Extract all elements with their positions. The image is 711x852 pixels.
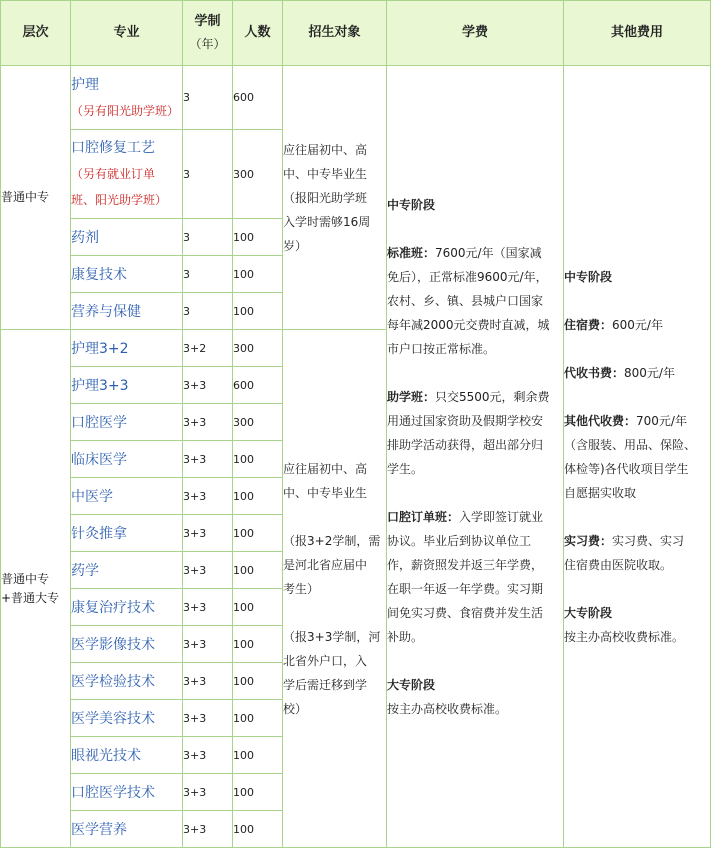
major-cell[interactable]: 针灸推拿 [71,515,183,552]
count-cell: 100 [233,441,283,478]
header-years [183,1,233,66]
count-cell: 100 [233,515,283,552]
fee-aid-label: 助学班： [387,389,436,404]
header-years-line1: 学制 [194,13,221,29]
header-target: 招生对象 [283,1,387,66]
header-fee: 学费 [387,1,564,66]
fee-std-line: 7600元/年（国家减 [435,245,542,260]
books-value: 800元/年 [624,365,675,380]
count-cell: 300 [233,330,283,367]
fee-std-line: 免后），正常标准9600元/年， [387,269,548,284]
major-cell[interactable]: 药学 [71,552,183,589]
target-line: 是河北省应届中 [283,557,368,572]
target-line: 应往届初中、高 [283,142,368,157]
fee-std-line: 每年减2000元交费时直减，城 [387,317,550,332]
target-line: 入学时需够16周 [283,214,371,229]
misc-line: 700元/年 [636,413,687,428]
other-s1-title: 中专阶段 [564,269,613,284]
major-cell[interactable]: 口腔医学技术 [71,774,183,811]
years-cell: 3+3 [183,404,233,441]
fee-order-line: 入学即签订就业 [459,509,544,524]
target-line: 校） [283,701,308,716]
header-count: 人数 [233,1,283,66]
major-cell[interactable]: 药剂 [71,219,183,256]
target-line: （报阳光助学班 [283,190,368,205]
major-cell[interactable]: 康复技术 [71,256,183,293]
years-cell: 3+3 [183,589,233,626]
count-cell: 100 [233,219,283,256]
major-cell[interactable]: 康复治疗技术 [71,589,183,626]
fee-order-label: 口腔订单班： [387,509,460,524]
years-cell: 3 [183,256,233,293]
intern-line: 实习费、实习 [612,533,685,548]
count-cell: 300 [233,130,283,219]
fee-std-line: 农村、乡、镇、县城户口国家 [387,293,544,308]
header-level: 层次 [1,1,71,66]
years-cell: 3+3 [183,552,233,589]
count-cell: 100 [233,552,283,589]
other-fee-cell [564,66,711,848]
count-cell: 100 [233,774,283,811]
intern-line: 住宿费由医院收取。 [564,557,673,572]
count-cell: 100 [233,737,283,774]
intern-label: 实习费： [564,533,613,548]
lodging-label: 住宿费： [564,317,613,332]
years-cell: 3+3 [183,700,233,737]
major-cell[interactable]: 护理3+3 [71,367,183,404]
misc-line: （含服装、用品、保险、 [564,437,697,452]
years-cell: 3+3 [183,737,233,774]
years-cell: 3+3 [183,626,233,663]
years-cell: 3 [183,219,233,256]
major-cell[interactable] [71,130,183,219]
years-cell: 3 [183,130,233,219]
years-cell: 3 [183,293,233,330]
fee-order-line: 作，薪资照发并返三年学费， [387,557,544,572]
count-cell: 100 [233,811,283,848]
misc-label: 其他代收费： [564,413,637,428]
years-cell: 3+3 [183,515,233,552]
count-cell: 600 [233,367,283,404]
level-cell: 普通中专 [1,66,71,330]
major-name[interactable]: 口腔修复工艺 [71,140,155,156]
misc-line: 自愿据实收取 [564,485,637,500]
major-cell[interactable]: 中医学 [71,478,183,515]
count-cell: 300 [233,404,283,441]
major-cell[interactable]: 医学影像技术 [71,626,183,663]
books-label: 代收书费： [564,365,625,380]
header-major: 专业 [71,1,183,66]
target-line: 学后需迁移到学 [283,677,368,692]
level-cell [1,330,71,848]
target-line: （报3+2学制，需 [283,533,381,548]
target-line: 岁） [283,238,308,253]
years-cell: 3+3 [183,811,233,848]
target-line: 考生） [283,581,320,596]
target-line: 中、中专毕业生 [283,166,368,181]
target-line: 北省外户口，入 [283,653,368,668]
major-note: （另有就业订单 [71,167,156,181]
table-row [1,66,711,130]
fee-order-line: 间免实习费、食宿费并发生活 [387,605,544,620]
major-note: （另有阳光助学班） [71,103,180,118]
header-other: 其他费用 [564,1,711,66]
major-cell[interactable]: 临床医学 [71,441,183,478]
major-cell[interactable]: 营养与保健 [71,293,183,330]
lodging-value: 600元/年 [612,317,663,332]
major-note: 班、阳光助学班） [71,193,168,207]
major-cell[interactable]: 眼视光技术 [71,737,183,774]
other-s2-title: 大专阶段 [564,605,613,620]
years-cell: 3+3 [183,478,233,515]
major-cell[interactable] [71,66,183,130]
count-cell: 100 [233,663,283,700]
fee-order-line: 补助。 [387,629,424,644]
fee-cell [387,66,564,848]
level-line: +普通大专 [1,590,60,605]
years-cell: 3+3 [183,367,233,404]
fee-order-line: 协议。毕业后到协议单位工 [387,533,532,548]
years-cell: 3+3 [183,663,233,700]
target-cell [283,66,387,330]
count-cell: 100 [233,700,283,737]
major-cell[interactable]: 护理3+2 [71,330,183,367]
header-row [1,1,711,66]
fee-aid-line: 排助学活动获得，超出部分归 [387,437,544,452]
fee-aid-line: 只交5500元，剩余费 [435,389,550,404]
fee-std-line: 市户口按正常标准。 [387,341,496,356]
fee-order-line: 在职一年返一年学费。实习期 [387,581,544,596]
header-years-line2: （年） [189,36,226,51]
fee-std-label: 标准班： [387,245,436,260]
major-cell[interactable]: 医学美容技术 [71,700,183,737]
years-cell: 3+3 [183,441,233,478]
other-s2-text: 按主办高校收费标准。 [564,629,685,644]
count-cell: 100 [233,293,283,330]
target-line: （报3+3学制，河 [283,629,381,644]
level-line: 普通中专 [1,571,50,586]
count-cell: 600 [233,66,283,130]
fee-s2-text: 按主办高校收费标准。 [387,701,508,716]
count-cell: 100 [233,626,283,663]
years-cell: 3 [183,66,233,130]
target-cell [283,330,387,848]
count-cell: 100 [233,589,283,626]
fee-s1-title: 中专阶段 [387,197,436,212]
years-cell: 3+3 [183,774,233,811]
target-line: 应往届初中、高 [283,461,368,476]
major-name[interactable]: 护理 [71,76,99,93]
major-cell[interactable]: 口腔医学 [71,404,183,441]
major-cell[interactable]: 医学营养 [71,811,183,848]
misc-line: 体检等)各代收项目学生 [564,461,689,476]
fee-aid-line: 用通过国家资助及假期学校安 [387,413,544,428]
count-cell: 100 [233,256,283,293]
fee-aid-line: 学生。 [387,461,424,476]
years-cell: 3+2 [183,330,233,367]
target-line: 中、中专毕业生 [283,485,368,500]
count-cell: 100 [233,478,283,515]
major-cell[interactable]: 医学检验技术 [71,663,183,700]
fee-s2-title: 大专阶段 [387,677,436,692]
